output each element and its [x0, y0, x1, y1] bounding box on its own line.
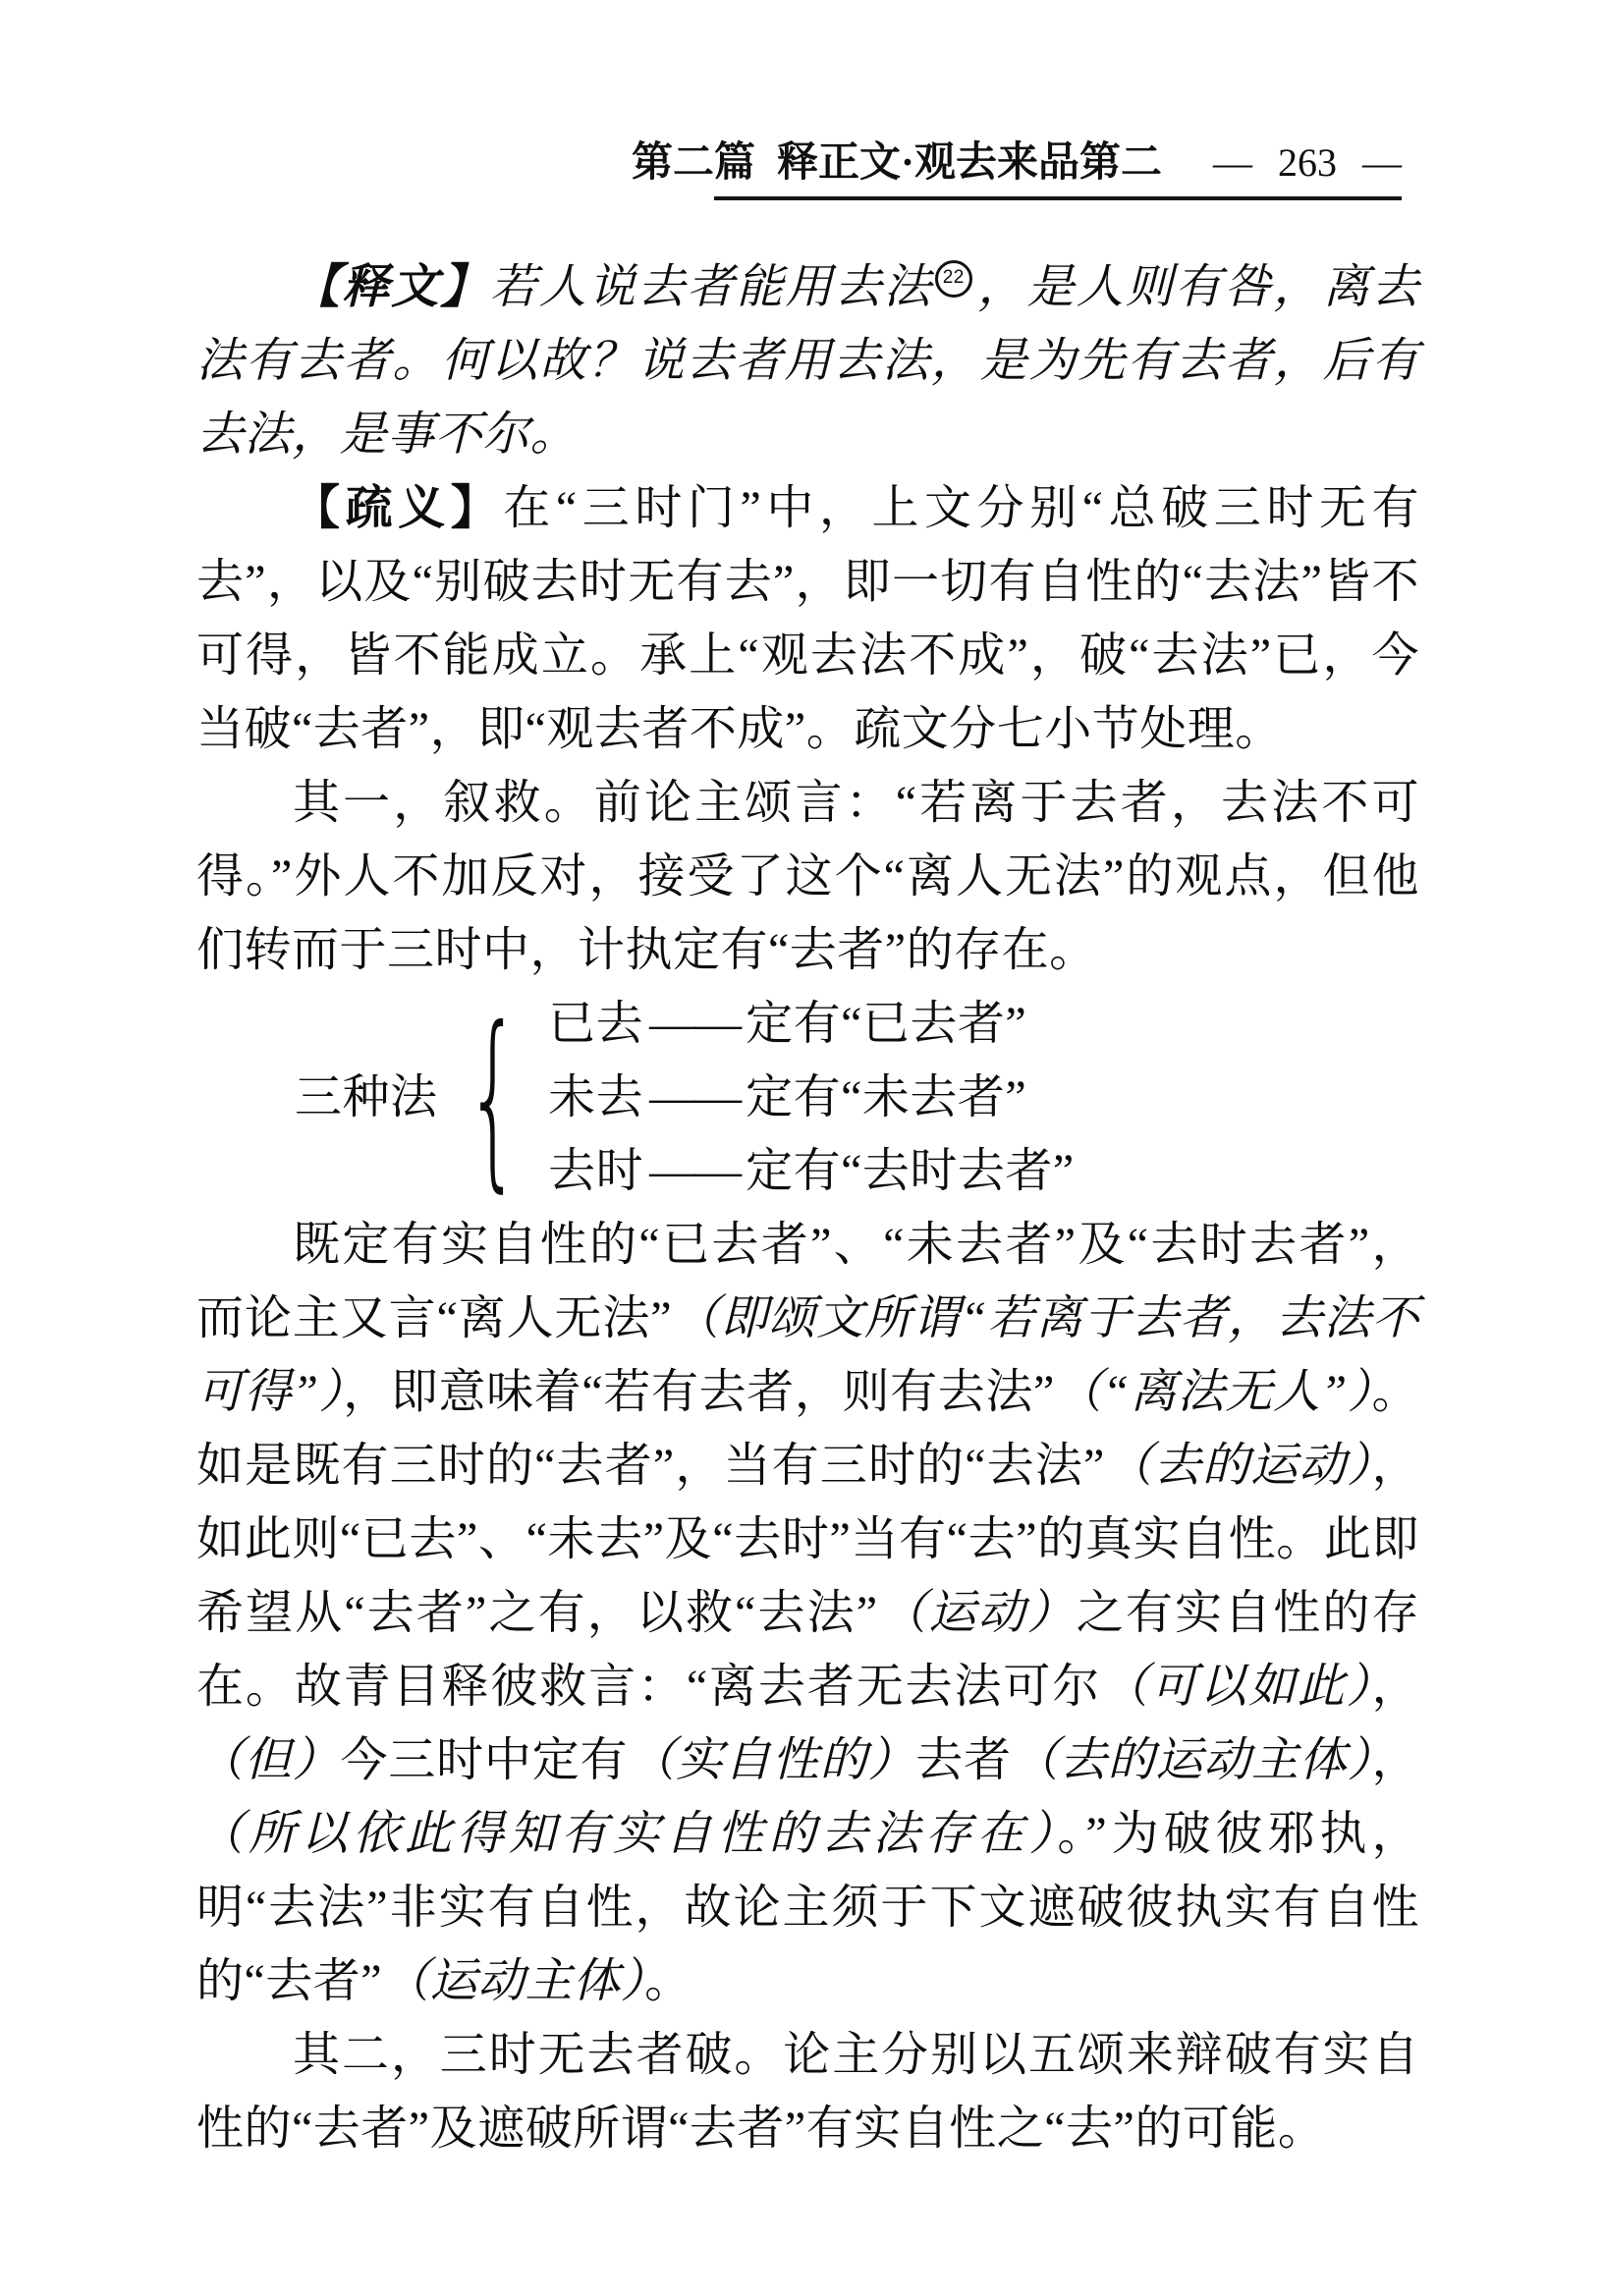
paragraph-analysis [196, 1208, 1419, 2018]
shiwen-text: 若人说去者能用去法 [489, 261, 933, 313]
text-run: ， [1371, 1734, 1419, 1786]
diagram-label: 三种法 [295, 1071, 438, 1123]
text-run-annotation: （运动主体） [382, 1955, 645, 2007]
text-run: 既定有实自性的“已去者”、“未去者”及“去时去者”，而论主又言“离人无法” [196, 1219, 1419, 1344]
diagram-row-gone [548, 987, 1075, 1061]
paragraph-shuyi [196, 471, 1419, 766]
shuyi-label: 【疏义】 [293, 482, 504, 534]
text-run: ，即意味着“若有去者，则有去法” [343, 1366, 1055, 1418]
text-run: 。 [644, 1955, 692, 2007]
three-dharmas-diagram [196, 987, 1419, 1208]
row-condition: 未去 [548, 1071, 644, 1123]
paragraph-section-two [196, 2018, 1419, 2165]
text-run-annotation: （所以依此得知有实自性的去法存在） [196, 1808, 1058, 1860]
diagram-row-going [548, 1134, 1075, 1208]
text-run-annotation: （去的运动） [1104, 1440, 1372, 1492]
text-run: ，如此则“已去”、“未去”及“去时”当有“去”的真实自性。此即希望从“去者”之有，以救“去法” [196, 1440, 1419, 1639]
row-connector-dash: —— [649, 1145, 741, 1197]
diagram-rows [548, 987, 1075, 1208]
footnote-marker: 22 [935, 260, 972, 298]
text-run-annotation: （即颂文所谓“若离于去者，去法不可得”） [196, 1292, 1419, 1418]
running-head [632, 137, 1402, 189]
text-run: 之有实自性的存在。故青目释彼救言：“离去者无去法可尔 [196, 1587, 1419, 1713]
text-run-annotation: （但） [196, 1734, 341, 1786]
header-rule [714, 196, 1402, 200]
text-run-annotation: （“离法无人”） [1054, 1366, 1372, 1418]
row-assertion: 定有“去时去者” [746, 1145, 1075, 1197]
text-run: ， [1371, 1661, 1419, 1713]
text-run: 去者 [915, 1734, 1012, 1786]
row-assertion: 定有“已去者” [746, 998, 1027, 1050]
paragraph-shiwen [196, 250, 1419, 471]
text-run-annotation: （去的运动主体） [1011, 1734, 1372, 1786]
running-head-section: 第二篇 [631, 140, 755, 186]
diagram-row-not-yet-gone [548, 1061, 1075, 1134]
text-run-annotation: （运动） [877, 1587, 1077, 1639]
text-run-annotation: （可以如此） [1101, 1661, 1372, 1713]
text-run: 今三时中定有 [340, 1734, 629, 1786]
folio-left-dash: — [1213, 140, 1252, 185]
row-assertion: 定有“未去者” [746, 1071, 1027, 1123]
left-brace-glyph: { [465, 986, 521, 1209]
row-connector-dash: —— [649, 998, 741, 1050]
shiwen-text-continued: ，是人则有咎，离去法有去者。何以故？说去者用去法，是为先有去者，后有去法，是事不尔。 [196, 261, 1419, 461]
page-number: 263 [1278, 140, 1337, 185]
folio-right-dash: — [1362, 140, 1402, 185]
text-run: 。”为破彼邪执，明“去法”非实有自性，故论主须于下文遮破彼执实有自性的“去者” [196, 1808, 1419, 2007]
row-connector-dash: —— [649, 1071, 741, 1123]
shuyi-text: 在“三时门”中，上文分别“总破三时无有去”，以及“别破去时无有去”，即一切有自性的“去法”皆不可得，皆不能成立。承上“观去法不成”，破“去法”已，今当破“去者”，即“观去者不成”。疏文分七小节处理。 [196, 482, 1419, 755]
row-condition: 已去 [548, 998, 644, 1050]
folio [1213, 137, 1402, 189]
text-run: 。如是既有三时的“去者”，当有三时的“去法” [196, 1366, 1419, 1492]
section-two-text: 其二，三时无去者破。论主分别以五颂来辩破有实自性的“去者”及遮破所谓“去者”有实自性之“去”的可能。 [196, 2029, 1419, 2155]
page-content [196, 250, 1419, 2165]
row-condition: 去时 [548, 1145, 644, 1197]
section-one-text: 其一，叙救。前论主颂言：“若离于去者，去法不可得。”外人不加反对，接受了这个“离人无法”的观点，但他们转而于三时中，计执定有“去者”的存在。 [196, 777, 1419, 976]
text-run-annotation: （实自性的） [628, 1734, 916, 1786]
shiwen-label: 【释文】 [293, 261, 490, 313]
paragraph-section-one [196, 766, 1419, 987]
running-head-chapter: 释正文·观去来品第二 [776, 140, 1162, 186]
